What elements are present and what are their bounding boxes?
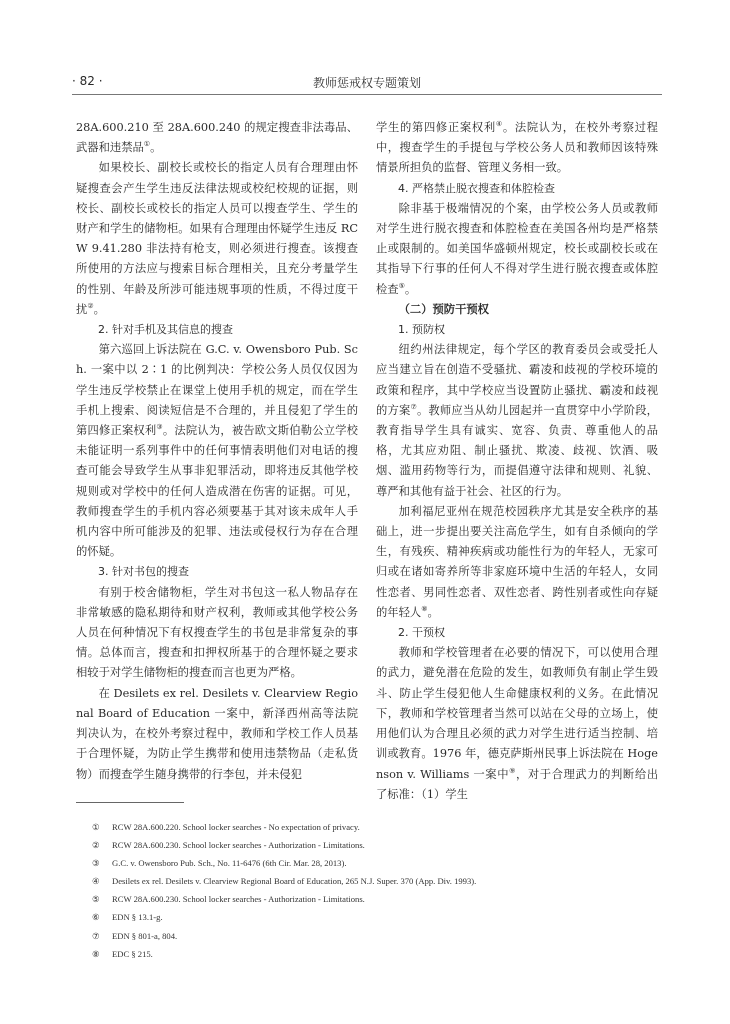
footnote-text: RCW 28A.600.230. School locker searches - Authorization - Limitations. (112, 840, 365, 851)
paragraph-text-tail: 。 (404, 282, 417, 296)
section-heading (76, 320, 358, 340)
footnote-mark: ⑤ (92, 894, 100, 905)
footnote-text: RCW 28A.600.220. School locker searches - No expectation of privacy. (112, 822, 360, 832)
paragraph (76, 583, 358, 684)
paragraph (376, 199, 658, 300)
paragraph-text: 有别于校舍储物柜，学生对书包这一私人物品存在非常敏感的隐私期待和财产权利，教师或其他学校公务人员在何种情况下有权搜查学生的书包是非常复杂的事情。总体而言，搜查和扣押权所基于的合理怀疑之要求相较于对学生储物柜的搜查而言也更为严格。 (76, 585, 358, 680)
footnote-mark: ⑦ (92, 930, 100, 941)
footnote-ref[interactable]: ① (143, 140, 151, 149)
footnote (92, 872, 652, 890)
left-column (76, 118, 358, 785)
paragraph-text: 第六巡回上诉法院在 G.C. v. Owensboro Pub. Sch. 一案中以 2∶1 的比例判决：学校公务人员仅仅因为学生违反学校禁止在课堂上使用手机的规定，而在学生手机上搜索、阅读短信是不合理的，并且侵犯了学生的第四修正案权利 (76, 343, 358, 438)
section-heading (76, 562, 358, 582)
footnote (92, 945, 652, 963)
footnote-text: EDN § 13.1-g. (112, 912, 163, 923)
paragraph (376, 643, 658, 805)
paragraph (376, 340, 658, 502)
footnote-rule (76, 802, 184, 803)
footnote (92, 927, 652, 945)
paragraph (76, 684, 358, 785)
paragraph (376, 502, 658, 623)
paragraph-text: 如果校长、副校长或校长的指定人员有合理理由怀疑搜查会产生学生违反法律法规或校纪校规的证据，则校长、副校长或校长的指定人员可以搜查学生、学生的财产和学生的储物柜。如果有合理理由怀疑学生违反 RCW 9.41.280 非法持有枪支，则必须进行搜查。该搜查所使用的方法应与搜索目标合理相关，且充分考量学生的性别、年龄及所涉可能违规事项的性质，不得过度干扰 (76, 161, 358, 316)
paragraph-text: 2. 干预权 (398, 626, 445, 640)
footnote-mark: ④ (92, 876, 100, 887)
paragraph-text: 学生的第四修正案权利 (376, 121, 496, 134)
footnote-text: EDC § 215. (112, 948, 153, 959)
paragraph-continued (76, 118, 358, 158)
footnote-ref[interactable]: ④ (495, 120, 503, 129)
footnotes (92, 818, 652, 963)
footnote (92, 818, 652, 836)
page-number: · 82 · (72, 74, 103, 88)
footnote (92, 908, 652, 926)
footnote-mark: ⑥ (92, 912, 100, 923)
footnote (92, 854, 652, 872)
paragraph-text: 28A.600.210 至 28A.600.240 的规定搜查非法毒品、武器和违禁品 (76, 121, 358, 155)
page-header (72, 72, 662, 95)
paragraph-continued (376, 118, 658, 179)
paragraph-text: 1. 预防权 (398, 323, 445, 337)
section-heading (376, 179, 658, 199)
right-column (376, 118, 658, 805)
paragraph-text: 3. 针对书包的搜查 (98, 565, 189, 579)
footnote-ref[interactable]: ⑧ (421, 605, 428, 614)
paragraph-text: 4. 严格禁止脱衣搜查和体腔检查 (398, 181, 555, 195)
paragraph-text: 在 Desilets ex rel. Desilets v. Clearview Regional Board of Education 一案中，新泽西州高等法院判决认为，在校外考察过程中，教师和学校工作人员基于合理怀疑，为防止学生携带和使用违禁物品（走私货物）而搜查学生随身携带的行李包，并未侵犯 (76, 686, 358, 781)
footnote-mark: ② (92, 840, 100, 851)
footnote-ref[interactable]: ⑨ (509, 766, 516, 775)
paragraph-text: 教师和学校管理者在必要的情况下，可以使用合理的武力，避免潜在危险的发生，如教师负有制止学生毁斗、防止学生侵犯他人生命健康权利的义务。在此情况下，教师和学校管理者当然可以站在父母的立场上，使用他们认为合理且必须的武力对学生进行适当控制、培训或教育。1976 年，德克萨斯州民事上诉法院在 Hogenson v. Williams 一案中 (376, 646, 658, 781)
footnote-text: EDN § 801-a, 804. (112, 930, 178, 941)
paragraph (76, 158, 358, 320)
paragraph-text: （二）预防干预权 (398, 302, 489, 316)
paragraph-text: 加利福尼亚州在规范校园秩序尤其是安全秩序的基础上，进一步提出要关注高危学生，如有自杀倾向的学生，有残疾、精神疾病或功能性行为的年轻人，无家可归或在诸如寄养所等非家庭环境中生活的年轻人，女同性恋者、男同性恋者、双性恋者、跨性别者或性向存疑的年轻人 (376, 504, 658, 619)
footnote-mark: ① (92, 822, 100, 832)
footnote-ref[interactable]: ② (87, 302, 94, 311)
paragraph-text-tail: 。 (93, 302, 105, 316)
footnote (92, 890, 652, 908)
paragraph-text: 2. 针对手机及其信息的搜查 (98, 323, 233, 337)
paragraph-text-tail: 。 (556, 484, 569, 498)
paragraph-text: 纽约州法律规定，每个学区的教育委员会或受托人应当建立旨在创造不受骚扰、霸凌和歧视的学校环境的政策和程序，其中学校应当设置防止骚扰、霸凌和歧视的方案 (376, 343, 658, 417)
footnote-ref[interactable]: ⑦ (410, 403, 417, 412)
footnote (92, 836, 652, 854)
footnote-mark: ⑧ (92, 948, 100, 959)
section-heading (376, 320, 658, 340)
paragraph-text-tail: 。 (427, 605, 439, 619)
section-heading (376, 623, 658, 643)
section-title (376, 300, 658, 320)
paragraph-text: 除非基于极端情况的个案，由学校公务人员或教师对学生进行脱衣搜查和体腔检查在美国各州均是严格禁止或限制的。如美国华盛顿州规定，校长或副校长或在其指导下行事的任何人不得对学生进行脱衣搜查或体腔检查 (376, 201, 658, 296)
footnote-text: G.C. v. Owensboro Pub. Sch., No. 11-6476 (6th Cir. Mar. 28, 2013). (112, 858, 347, 869)
paragraph-text-tail: 。法院认为，在校外考察过程中，搜查学生的手提包与学校公务人员和教师因该特殊情景所担负的监督、管理义务相一致。 (376, 121, 658, 175)
running-title: 教师惩戒权专题策划 (312, 76, 421, 90)
paragraph-text-tail: 。教师应当从幼儿园起并一直贯穿中小学阶段，教育指导学生具有诚实、宽容、负责、尊重他人的品格，尤其应劝阻、制止骚扰、欺凌、歧视、饮酒、吸烟、滥用药物等行为，而提倡遵守法律和规则、礼貌、尊严和其他有益于社会、社区的行为 (376, 403, 658, 498)
footnote-text: Desilets ex rel. Desilets v. Clearview Regional Board of Education, 265 N.J. Super. 370 (App. Div. 1993). (112, 876, 477, 887)
footnote-text: RCW 28A.600.230. School locker searches - Authorization - Limitations. (112, 894, 365, 905)
footnote-ref[interactable]: ③ (156, 423, 163, 432)
paragraph-text-tail: 。法院认为，被告欧文斯伯勒公立学校未能证明一系列事件中的任何事情表明他们对电话的搜查可能会导致学生从事非犯罪活动，即将违反其他学校规则或对学校中的任何人造成潜在伤害的证据。可见，教师搜查学生的手机内容必须要基于其对该未成年人手机内容中所可能涉及的犯罪、违法或侵权行为存在合理的怀疑。 (76, 424, 358, 559)
paragraph (76, 340, 358, 562)
paragraph-text-tail: ，对于合理武力的判断给出了标准：（1）学生 (376, 767, 658, 801)
footnote-mark: ③ (92, 858, 100, 869)
footnote-ref[interactable]: ⑤ (398, 281, 405, 290)
paragraph-text-tail: 。 (150, 141, 162, 155)
